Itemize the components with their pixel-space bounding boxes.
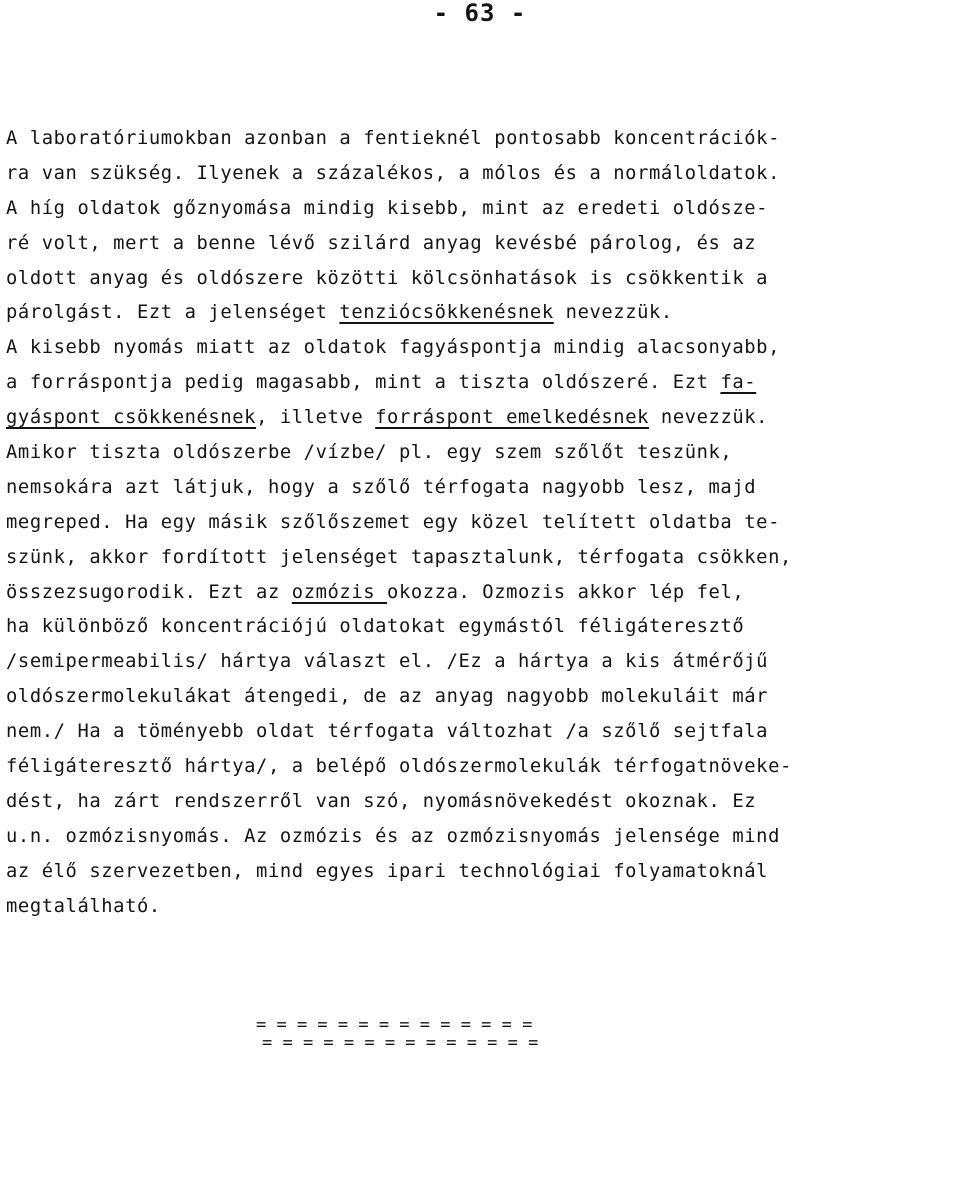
text-line: az élő szervezetben, mind egyes ipari technológiai folyamatoknál bbox=[6, 860, 769, 882]
text-line: A laboratóriumokban azonban a fentieknél pontosabb koncentrációk- bbox=[6, 128, 780, 149]
divider-line-2: = = = = = = = = = = = = = = bbox=[262, 1033, 539, 1053]
document-body bbox=[6, 122, 956, 924]
text-segment: nevezzük. bbox=[649, 407, 769, 429]
text-line: A híg oldatok gőznyomása mindig kisebb, mint az eredeti oldósze- bbox=[6, 197, 769, 219]
text-line bbox=[6, 296, 956, 331]
text-line: megtalálható. bbox=[6, 895, 161, 917]
text-line: ha különböző koncentrációjú oldatokat egymástól féligáteresztő bbox=[6, 616, 745, 638]
text-line: ra van szükség. Ilyenek a százalékos, a mólos és a normáloldatok. bbox=[6, 162, 780, 184]
underlined-term: forráspont emelkedésnek bbox=[375, 407, 650, 429]
underlined-term: ozmózis bbox=[291, 581, 388, 603]
text-segment: összezsugorodik. Ezt az bbox=[6, 581, 292, 603]
underlined-term: gyáspont csökkenésnek bbox=[6, 407, 257, 429]
text-line: ré volt, mert a benne lévő szilárd anyag kevésbé párolog, és az bbox=[6, 232, 757, 254]
text-segment: párolgást. Ezt a jelenséget bbox=[6, 302, 340, 324]
text-line: szünk, akkor fordított jelenséget tapasztalunk, térfogata csökken, bbox=[6, 546, 792, 568]
text-line bbox=[6, 576, 956, 611]
text-segment: a forráspontja pedig magasabb, mint a tiszta oldószeré. Ezt bbox=[6, 372, 721, 394]
page-number: - 63 - bbox=[433, 0, 527, 27]
text-line: féligáteresztő hártya/, a belépő oldószermolekulák térfogatnöveke- bbox=[6, 756, 792, 778]
text-line: Amikor tiszta oldószerbe /vízbe/ pl. egy szem szőlőt teszünk, bbox=[6, 442, 733, 464]
text-line bbox=[6, 366, 956, 401]
text-segment: nevezzük. bbox=[553, 302, 673, 324]
text-segment: , illetve bbox=[256, 407, 376, 429]
text-line: A kisebb nyomás miatt az oldatok fagyáspontja mindig alacsonyabb, bbox=[6, 337, 780, 359]
text-line: oldott anyag és oldószere közötti kölcsönhatások is csökkentik a bbox=[6, 267, 769, 289]
text-line: dést, ha zárt rendszerről van szó, nyomásnövekedést okoznak. Ez bbox=[6, 790, 757, 812]
text-segment: okozza. Ozmozis akkor lép fel, bbox=[387, 581, 745, 603]
text-line: oldószermolekulákat átengedi, de az anyag nagyobb molekuláit már bbox=[6, 686, 769, 708]
text-line: /semipermeabilis/ hártya választ el. /Ez a hártya a kis átmérőjű bbox=[6, 651, 769, 673]
text-line: megreped. Ha egy másik szőlőszemet egy közel telített oldatba te- bbox=[6, 511, 780, 533]
underlined-term: fa- bbox=[720, 372, 757, 394]
text-line: u.n. ozmózisnyomás. Az ozmózis és az ozmózisnyomás jelensége mind bbox=[6, 825, 780, 847]
text-line: nemsokára azt látjuk, hogy a szőlő térfogata nagyobb lesz, majd bbox=[6, 476, 757, 498]
underlined-term: tenziócsökkenésnek bbox=[339, 302, 554, 324]
divider-line-1: = = = = = = = = = = = = = = bbox=[256, 1015, 533, 1035]
text-line bbox=[6, 401, 956, 436]
text-line: nem./ Ha a töményebb oldat térfogata változhat /a szőlő sejtfala bbox=[6, 721, 769, 743]
